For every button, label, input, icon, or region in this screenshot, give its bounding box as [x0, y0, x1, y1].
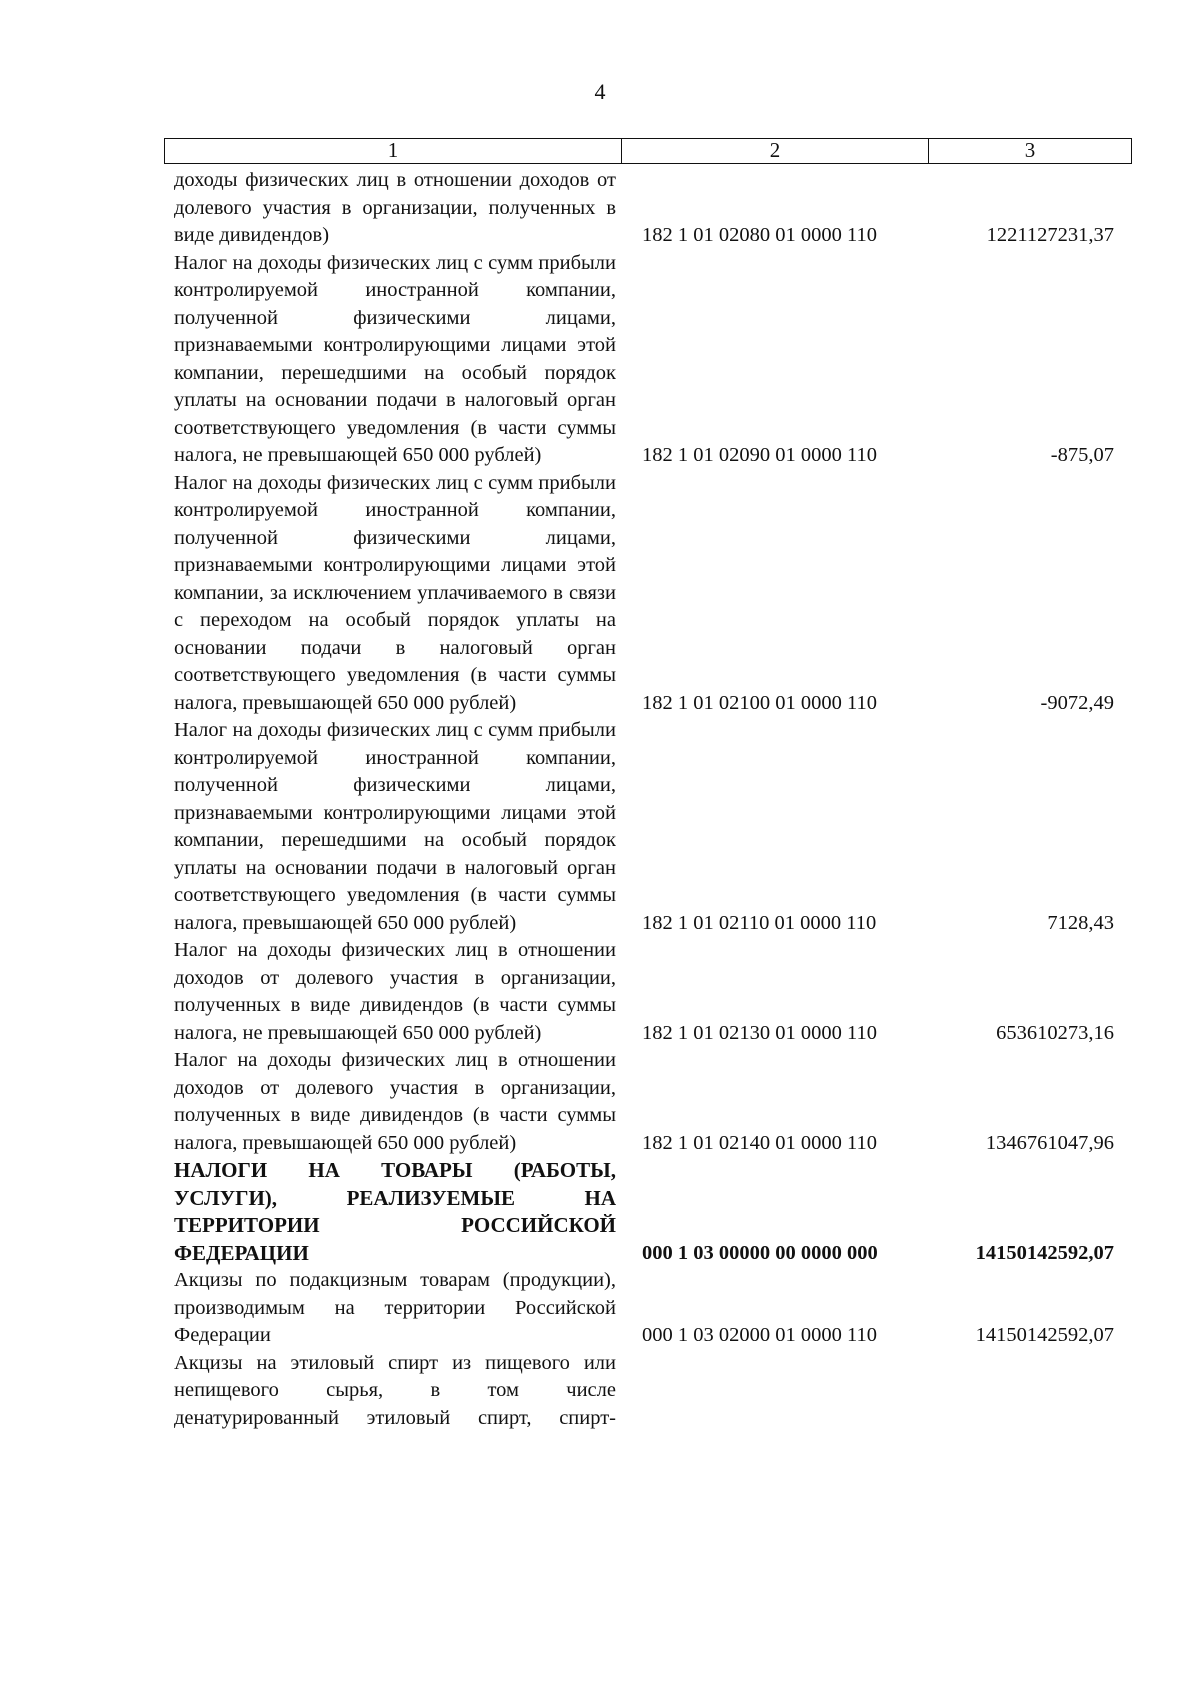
- row-amount: -9072,49: [1040, 691, 1114, 714]
- row-description: Налог на доходы физических лиц с сумм прибыли контролируемой иностранной компании, полученной физическими лицами, признаваемыми контролирующими лицами этой компании, за исключением уплачиваемого в связи с переходом на особый порядок уплаты на основании подачи в налоговый орган соответствующего уведомления (в части суммы налога, превышающей 650 000 рублей): [174, 471, 616, 714]
- row-description: Налог на доходы физических лиц с сумм прибыли контролируемой иностранной компании, полученной физическими лицами, признаваемыми контролирующими лицами этой компании, перешедшими на особый порядок уплаты на основании подачи в налоговый орган соответствующего уведомления (в части суммы налога, не превышающей 650 000 рублей): [174, 251, 616, 466]
- row-description: Акцизы по подакцизным товарам (продукции), производимым на территории Российской Федерации: [174, 1269, 616, 1346]
- row-amount: 14150142592,07: [975, 1324, 1114, 1346]
- table-row: [174, 250, 1114, 470]
- table-row: [174, 717, 1114, 937]
- row-code: 182 1 01 02090 01 0000 110: [642, 444, 877, 466]
- row-code: 182 1 01 02100 01 0000 110: [642, 691, 877, 714]
- row-amount: -875,07: [1050, 444, 1114, 466]
- row-code: 182 1 01 02110 01 0000 110: [642, 911, 877, 934]
- row-description: Налог на доходы физических лиц в отношении доходов от долевого участия в организации, полученных в виде дивидендов (в части суммы налога, превышающей 650 000 рублей): [174, 1049, 616, 1154]
- row-description: Налог на доходы физических лиц с сумм прибыли контролируемой иностранной компании, полученной физическими лицами, признаваемыми контролирующими лицами этой компании, перешедшими на особый порядок уплаты на основании подачи в налоговый орган соответствующего уведомления (в части суммы налога, превышающей 650 000 рублей): [174, 719, 616, 934]
- table-header: [164, 138, 1132, 164]
- table-row-section-heading: [174, 1157, 1114, 1267]
- page-number: 4: [594, 79, 606, 104]
- table-row: [174, 1350, 1114, 1433]
- row-amount: 14150142592,07: [975, 1241, 1114, 1264]
- row-description: НАЛОГИ НА ТОВАРЫ (РАБОТЫ, УСЛУГИ), РЕАЛИЗУЕМЫЕ НА ТЕРРИТОРИИ РОССИЙСКОЙ ФЕДЕРАЦИИ: [174, 1158, 616, 1265]
- row-code: 182 1 01 02130 01 0000 110: [642, 1021, 877, 1044]
- row-amount: 653610273,16: [996, 1021, 1114, 1044]
- row-code: 182 1 01 02140 01 0000 110: [642, 1131, 877, 1154]
- column-header-2: 2: [622, 139, 929, 163]
- table-row: [174, 470, 1114, 718]
- column-header-3: 3: [1024, 138, 1036, 162]
- row-description: доходы физических лиц в отношении доходов от долевого участия в организации, полученных в виде дивидендов): [174, 169, 616, 246]
- column-header-1: 1: [165, 139, 622, 163]
- row-amount: 1221127231,37: [986, 224, 1114, 246]
- row-description: Налог на доходы физических лиц в отношении доходов от долевого участия в организации, полученных в виде дивидендов (в части суммы налога, не превышающей 650 000 рублей): [174, 939, 616, 1044]
- table-row: [174, 1047, 1114, 1157]
- table-row: [174, 937, 1114, 1047]
- row-amount: 7128,43: [1047, 911, 1114, 934]
- row-amount: 1346761047,96: [985, 1131, 1114, 1154]
- row-code: 000 1 03 00000 00 0000 000: [642, 1241, 878, 1264]
- row-code: 182 1 01 02080 01 0000 110: [642, 224, 877, 246]
- row-description: Акцизы на этиловый спирт из пищевого или непищевого сырья, в том числе денатурированный этиловый спирт, спирт-: [174, 1351, 616, 1429]
- table-row: [174, 167, 1114, 250]
- row-code: 000 1 03 02000 01 0000 110: [642, 1324, 877, 1346]
- table-body: [174, 167, 1114, 1432]
- table-row: [174, 1267, 1114, 1350]
